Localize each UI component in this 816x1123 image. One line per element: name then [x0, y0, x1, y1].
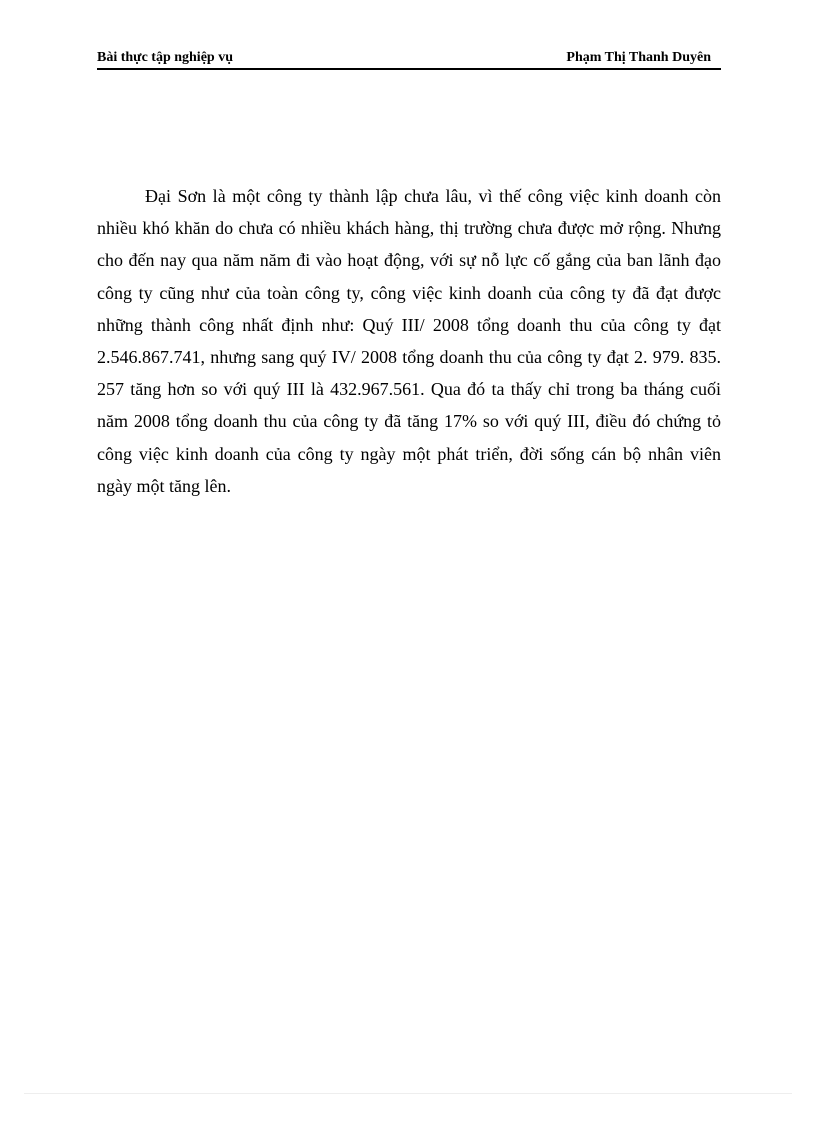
page-header: [97, 48, 721, 70]
header-author-name: Phạm Thị Thanh Duyên: [566, 50, 711, 65]
body-paragraph: Đại Sơn là một công ty thành lập chưa lâu, vì thế công việc kinh doanh còn nhiều khó khăn do chưa có nhiều khách hàng, thị trường chưa được mở rộng. Nhưng cho đến nay qua năm năm đi vào hoạt động, với sự nỗ lực cố gắng của ban lãnh đạo công ty cũng như của toàn công ty, công việc kinh doanh của công ty đã đạt được những thành công nhất định như: Quý III/ 2008 tổng doanh thu của công ty đạt 2.546.867.741, nhưng sang quý IV/ 2008 tổng doanh thu của công ty đạt 2. 979. 835. 257 tăng hơn so với quý III là 432.967.561. Qua đó ta thấy chỉ trong ba tháng cuối năm 2008 tổng doanh thu của công ty đã tăng 17% so với quý III, điều đó chứng tỏ công việc kinh doanh của công ty ngày một phát triển, đời sống cán bộ nhân viên ngày một tăng lên.: [97, 186, 721, 496]
page-bottom-divider: [24, 1093, 792, 1094]
header-document-title: Bài thực tập nghiệp vụ: [97, 50, 233, 65]
